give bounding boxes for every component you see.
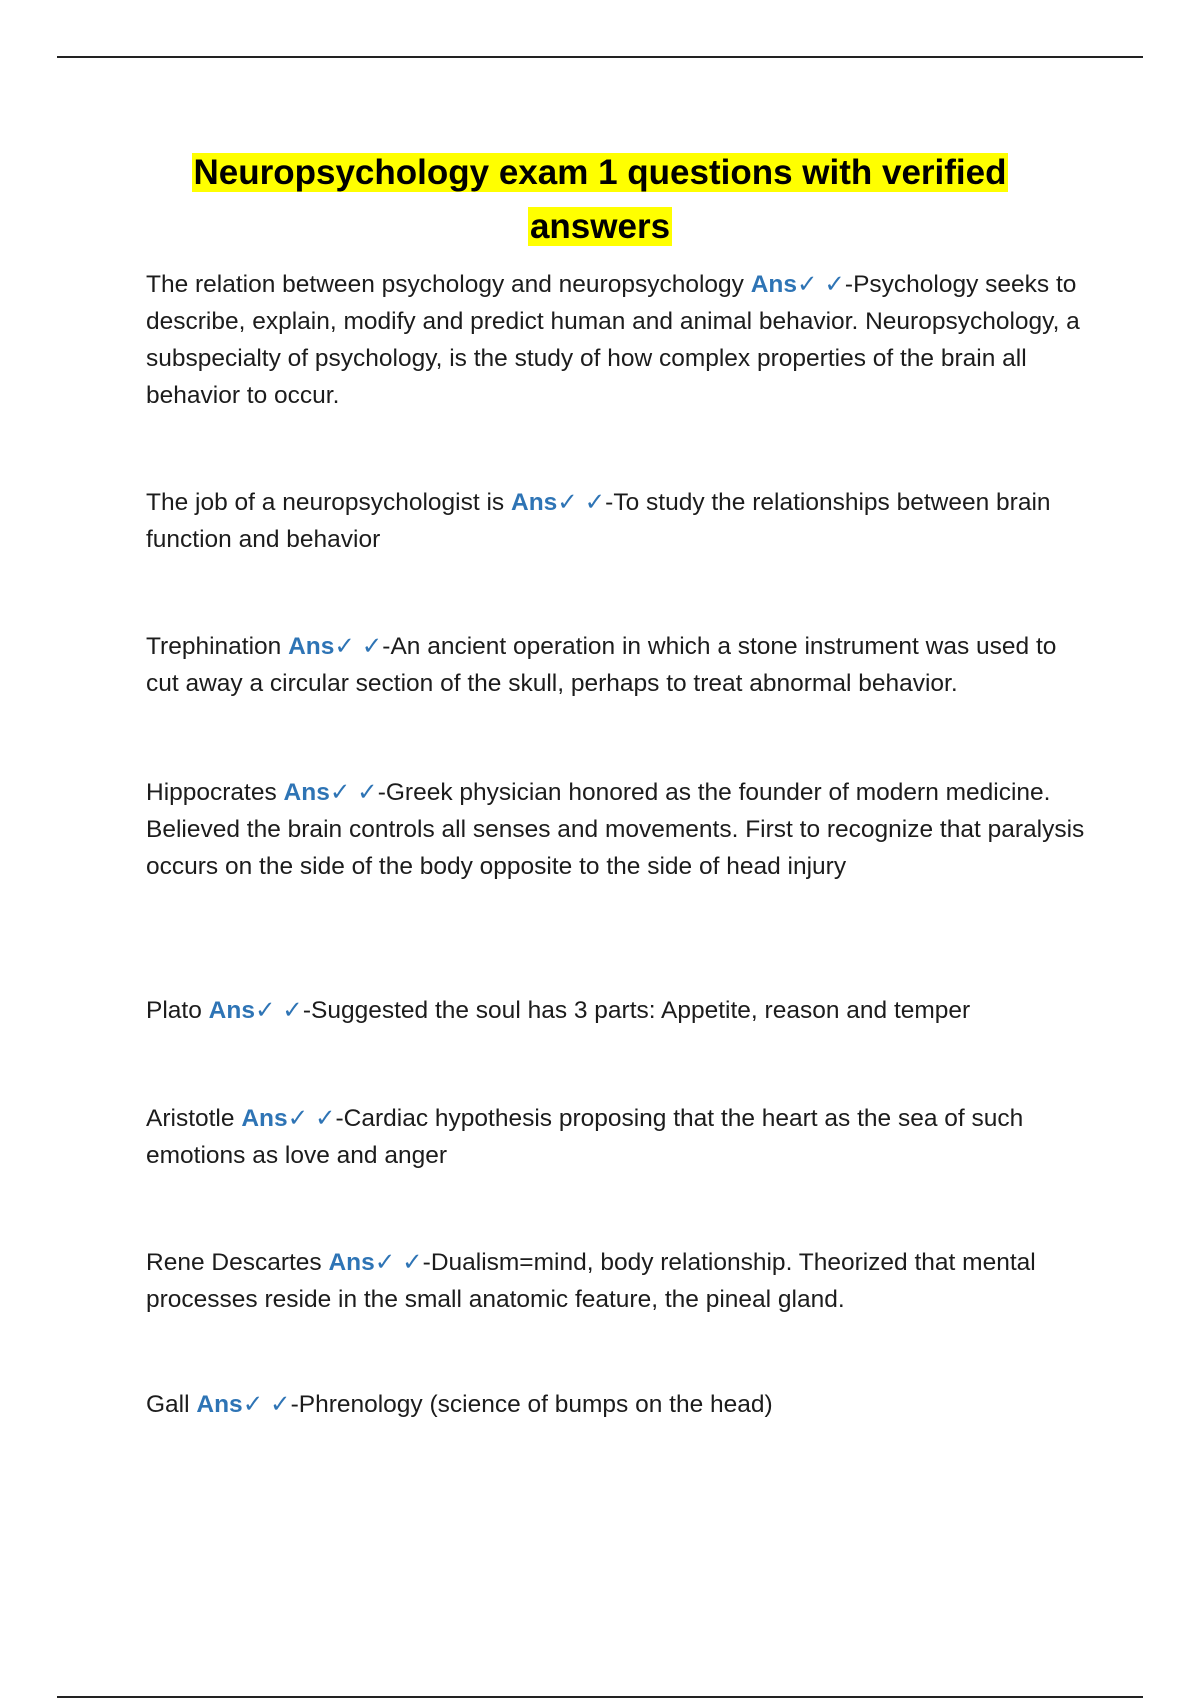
check-icon: ✓ ✓ bbox=[287, 1105, 336, 1132]
answer-marker: Ans bbox=[196, 1391, 243, 1418]
qa-term: Trephination bbox=[146, 633, 282, 660]
qa-answer: -Greek physician honored as the founder of modern medicine. Believed the brain controls all senses and movements. First to recognize that paralysis occurs on the side of the body opposite to the side of head injury bbox=[146, 779, 1085, 880]
qa-answer: -Suggested the soul has 3 parts: Appetite, reason and temper bbox=[302, 997, 971, 1024]
qa-item bbox=[146, 484, 1086, 558]
qa-answer: -Psychology seeks to describe, explain, modify and predict human and animal behavior. Neuropsychology, a subspecialty of psychology, is the study of how complex properties of the brain all behavior to occur. bbox=[146, 271, 1080, 409]
qa-term: Aristotle bbox=[146, 1105, 235, 1132]
qa-answer: -Cardiac hypothesis proposing that the heart as the sea of such emotions as love and anger bbox=[146, 1105, 1024, 1169]
qa-answer: -Phrenology (science of bumps on the head) bbox=[290, 1391, 773, 1418]
qa-term: Plato bbox=[146, 997, 202, 1024]
qa-item bbox=[146, 1100, 1086, 1174]
check-icon: ✓ ✓ bbox=[254, 997, 303, 1024]
footer-rule bbox=[57, 1696, 1143, 1698]
answer-marker: Ans bbox=[288, 633, 335, 660]
title-line-1: Neuropsychology exam 1 questions with verified bbox=[193, 153, 1007, 192]
answer-marker: Ans bbox=[283, 779, 330, 806]
header-rule bbox=[57, 56, 1143, 58]
check-icon: ✓ ✓ bbox=[374, 1249, 423, 1276]
check-icon: ✓ ✓ bbox=[557, 489, 606, 516]
qa-answer: -An ancient operation in which a stone instrument was used to cut away a circular section of the skull, perhaps to treat abnormal behavior. bbox=[146, 633, 1057, 697]
qa-answer: -Dualism=mind, body relationship. Theorized that mental processes reside in the small anatomic feature, the pineal gland. bbox=[146, 1249, 1036, 1313]
answer-marker: Ans bbox=[511, 489, 558, 516]
qa-item bbox=[146, 628, 1086, 702]
qa-item bbox=[146, 992, 1086, 1029]
qa-term: The job of a neuropsychologist is bbox=[146, 489, 505, 516]
answer-marker: Ans bbox=[241, 1105, 288, 1132]
qa-term: Hippocrates bbox=[146, 779, 277, 806]
check-icon: ✓ ✓ bbox=[329, 779, 378, 806]
qa-term: Gall bbox=[146, 1391, 190, 1418]
title-line-2: answers bbox=[529, 207, 671, 246]
answer-marker: Ans bbox=[328, 1249, 375, 1276]
qa-item bbox=[146, 266, 1086, 414]
answer-marker: Ans bbox=[750, 271, 798, 298]
qa-term: Rene Descartes bbox=[146, 1249, 322, 1276]
qa-item bbox=[146, 1244, 1086, 1318]
check-icon: ✓ ✓ bbox=[797, 271, 845, 298]
qa-answer: -To study the relationships between brain function and behavior bbox=[146, 489, 1051, 553]
check-icon: ✓ ✓ bbox=[334, 633, 383, 660]
check-icon: ✓ ✓ bbox=[242, 1391, 291, 1418]
qa-item bbox=[146, 774, 1086, 885]
qa-item bbox=[146, 1386, 1086, 1423]
qa-term: The relation between psychology and neuropsychology bbox=[146, 271, 744, 298]
page-title bbox=[0, 146, 1200, 254]
answer-marker: Ans bbox=[208, 997, 255, 1024]
